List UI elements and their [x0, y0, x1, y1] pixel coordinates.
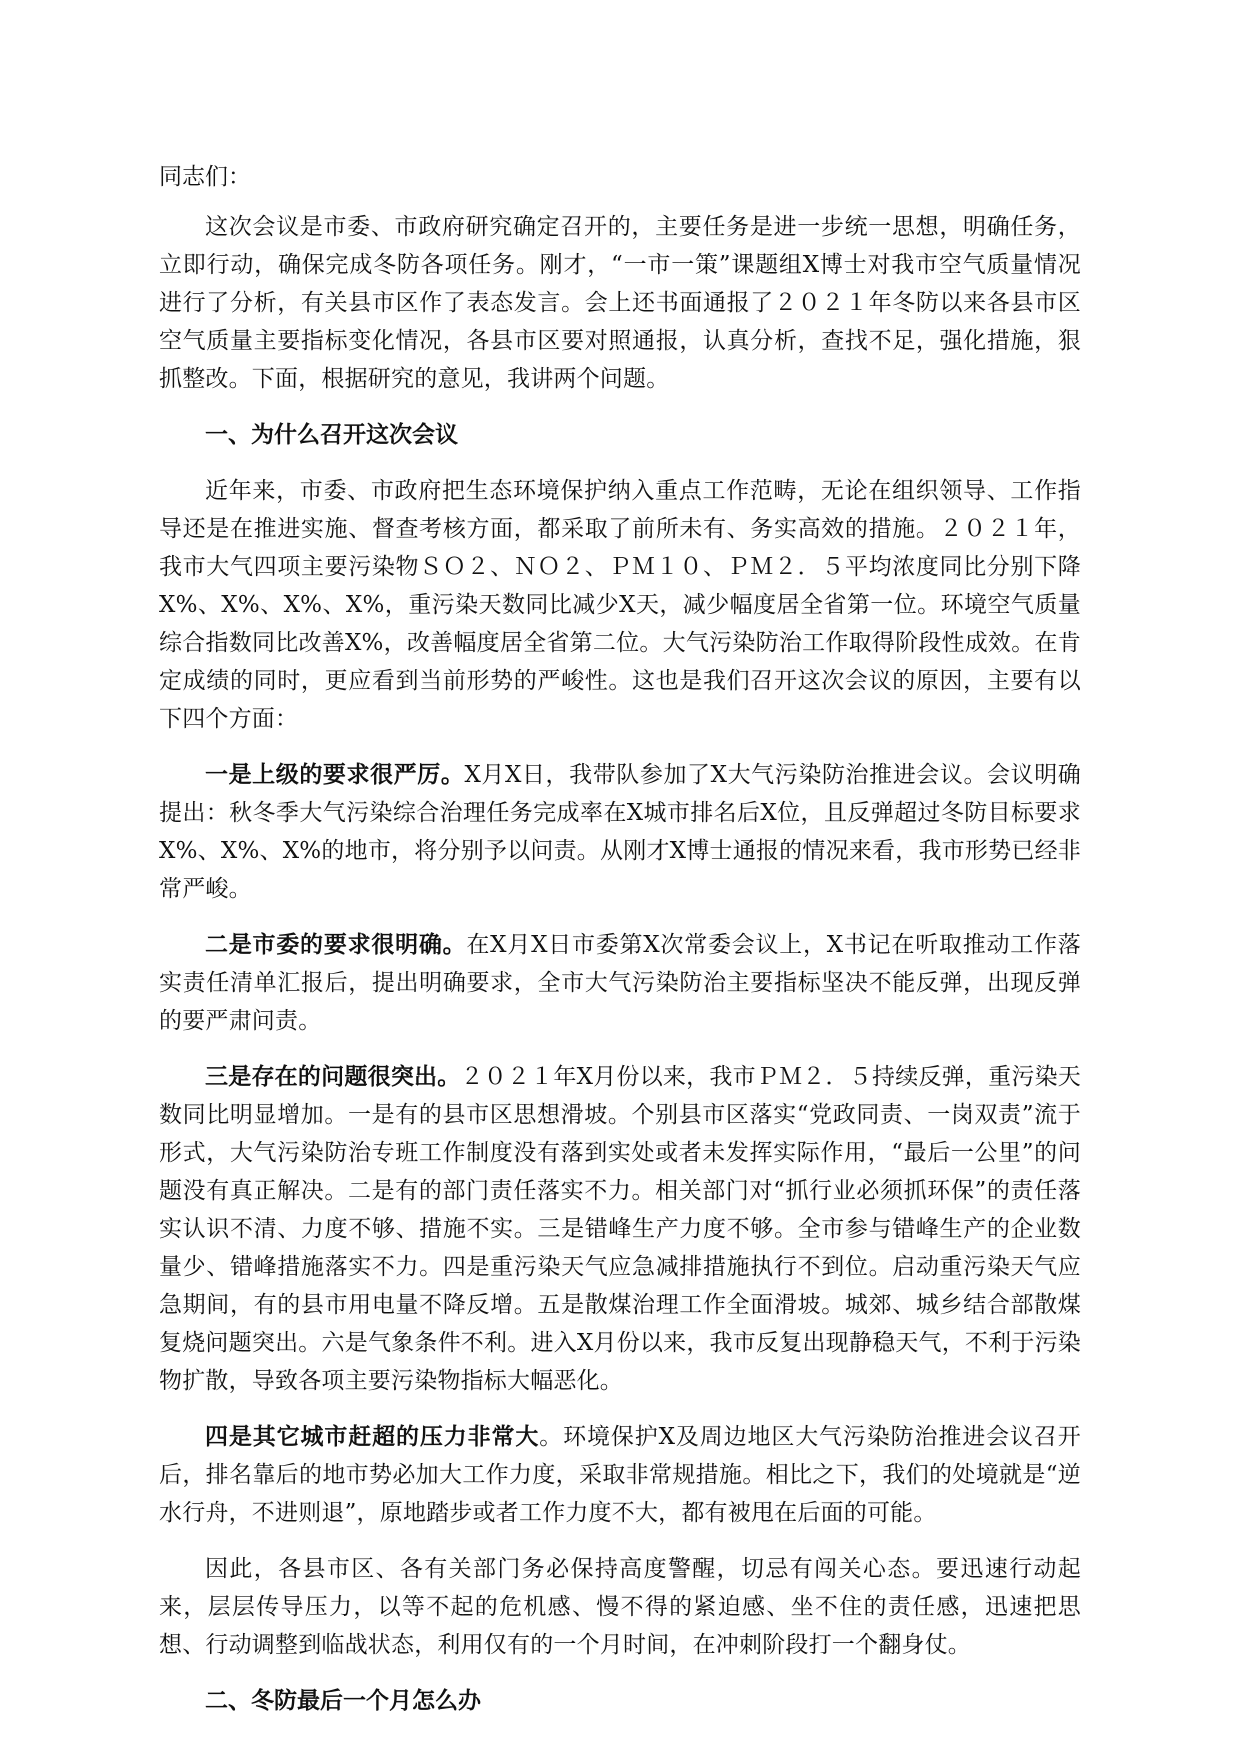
point-2-body: 在X月X日市委第X次常委会议上，X书记在听取推动工作落实责任清单汇报后，提出明确要求，全市大气污染防治主要指标坚决不能反弹，出现反弹的要严肃问责。: [159, 932, 1081, 1034]
point-2-lead: 二是市委的要求很明确。: [205, 931, 467, 958]
conclusion-paragraph: 因此，各县市区、各有关部门务必保持高度警醒，切忌有闯关心态。要迅速行动起来，层层传导压力，以等不起的危机感、慢不得的紧迫感、坐不住的责任感，迅速把思想、行动调整到临战状态，利用仅有的一个月时间，在冲刺阶段打一个翻身仗。: [159, 1556, 1081, 1658]
intro-paragraph: 这次会议是市委、市政府研究确定召开的，主要任务是进一步统一思想，明确任务，立即行动，确保完成冬防各项任务。刚才，“一市一策”课题组X博士对我市空气质量情况进行了分析，有关县市区作了表态发言。会上还书面通报了２０２１年冬防以来各县市区空气质量主要指标变化情况，各县市区要对照通报，认真分析，查找不足，强化措施，狠抓整改。下面，根据研究的意见，我讲两个问题。: [159, 214, 1081, 392]
salutation: 同志们：: [159, 164, 251, 190]
point-3-paragraph: [159, 1058, 1081, 1400]
point-4-lead: 四是其它城市赶超的压力非常大: [205, 1423, 540, 1450]
point-1-body: X月X日，我带队参加了X大气污染防治推进会议。会议明确提出：秋冬季大气污染综合治理任务完成率在X城市排名后X位，且反弹超过冬防目标要求X%、X%、X%的地市，将分别予以问责。从刚才X博士通报的情况来看，我市形势已经非常严峻。: [159, 762, 1081, 902]
point-2-paragraph: [159, 926, 1081, 1040]
point-4-body: 。环境保护X及周边地区大气污染防治推进会议召开后，排名靠后的地市势必加大工作力度，采取非常规措施。相比之下，我们的处境就是“逆水行舟，不进则退”，原地踏步或者工作力度不大，都有被甩在后面的可能。: [159, 1424, 1081, 1526]
point-1-paragraph: [159, 756, 1081, 908]
section-2-heading: 二、冬防最后一个月怎么办: [205, 1687, 481, 1714]
document-body: [159, 158, 1081, 1738]
point-3-body: ２０２１年X月份以来，我市ＰＭ２．５持续反弹，重污染天数同比明显增加。一是有的县市区思想滑坡。个别县市区落实“党政同责、一岗双责”流于形式，大气污染防治专班工作制度没有落到实处或者未发挥实际作用，“最后一公里”的问题没有真正解决。二是有的部门责任落实不力。相关部门对“抓行业必须抓环保”的责任落实认识不清、力度不够、措施不实。三是错峰生产力度不够。全市参与错峰生产的企业数量少、错峰措施落实不力。四是重污染天气应急减排措施执行不到位。启动重污染天气应急期间，有的县市用电量不降反增。五是散煤治理工作全面滑坡。城郊、城乡结合部散煤复烧问题突出。六是气象条件不利。进入X月份以来，我市反复出现静稳天气，不利于污染物扩散，导致各项主要污染物指标大幅恶化。: [159, 1064, 1082, 1394]
point-3-lead: 三是存在的问题很突出。: [205, 1063, 461, 1090]
point-4-paragraph: [159, 1418, 1081, 1532]
point-1-lead: 一是上级的要求很严厉。: [205, 761, 465, 788]
section-1-paragraph: 近年来，市委、市政府把生态环境保护纳入重点工作范畴，无论在组织领导、工作指导还是在推进实施、督查考核方面，都采取了前所未有、务实高效的措施。２０２１年，我市大气四项主要污染物ＳＯ２、ＮＯ２、ＰＭ１０、ＰＭ２．５平均浓度同比分别下降X%、X%、X%、X%，重污染天数同比减少X天，减少幅度居全省第一位。环境空气质量综合指数同比改善X%，改善幅度居全省第二位。大气污染防治工作取得阶段性成效。在肯定成绩的同时，更应看到当前形势的严峻性。这也是我们召开这次会议的原因，主要有以下四个方面：: [159, 478, 1081, 732]
section-1-heading: 一、为什么召开这次会议: [205, 421, 458, 448]
